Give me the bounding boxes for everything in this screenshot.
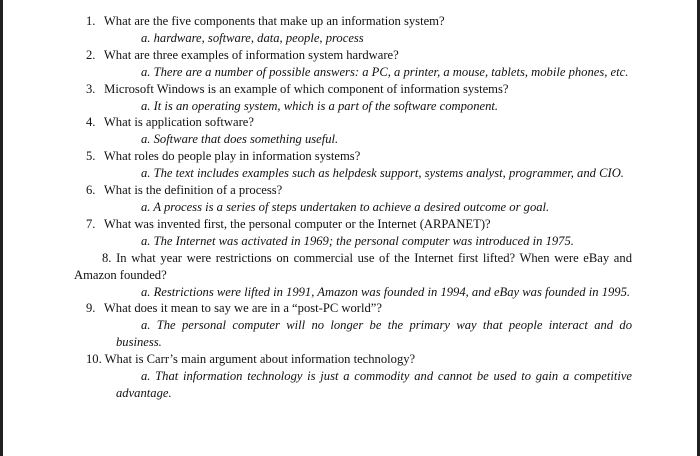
answer-8: a. Restrictions were lifted in 1991, Amazon was founded in 1994, and eBay was founded in 1995. [141, 284, 631, 299]
question-text: What are three examples of information system hardware? [103, 47, 399, 62]
question-text: What are the five components that make up an information system? [103, 14, 445, 28]
answer-3: a. It is an operating system, which is a part of the software component. [141, 98, 499, 113]
qa-item-1 [0, 13, 700, 47]
qa-item-2 [0, 47, 700, 81]
question-8 [0, 250, 700, 284]
qa-item-6 [0, 182, 700, 216]
question-text: What is application software? [103, 115, 254, 130]
answer-10: a. That information technology is just a commodity and cannot be used to gain a competitive advantage. [116, 369, 632, 400]
question-4: 4. What is application software? [86, 115, 254, 130]
question-2: 2. What are three examples of information system hardware? [86, 47, 399, 62]
question-10 [0, 351, 700, 368]
qa-item-10 [0, 351, 700, 402]
qa-item-3 [0, 81, 700, 115]
question-text: What roles do people play in information systems? [103, 149, 361, 164]
answer-1: a. hardware, software, data, people, process [141, 30, 364, 45]
answer-7: a. The Internet was activated in 1969; the personal computer was introduced in 1975. [141, 233, 574, 248]
answer-5: a. The text includes examples such as helpdesk support, systems analyst, programmer, and CIO. [141, 166, 624, 181]
question-9: 9. What does it mean to say we are in a “post-PC world”? [86, 301, 382, 316]
question-text: Microsoft Windows is an example of which component of information systems? [104, 81, 509, 96]
question-text: What does it mean to say we are in a “post-PC world”? [103, 301, 382, 316]
answer-6: a. A process is a series of steps undertaken to achieve a desired outcome or goal. [141, 199, 550, 214]
question-number: 10. [86, 352, 102, 367]
question-list [0, 13, 700, 402]
question-number: 8. [102, 250, 112, 265]
qa-item-8 [0, 250, 700, 301]
question-1: 1. What are the five components that make up an information system? [86, 14, 445, 28]
question-6: 6. What is the definition of a process? [86, 183, 283, 198]
question-text: What was invented first, the personal computer or the Internet (ARPANET)? [103, 216, 491, 231]
qa-item-5 [0, 148, 700, 182]
question-5: 5. What roles do people play in information systems? [86, 149, 361, 164]
qa-item-4 [0, 114, 700, 148]
qa-item-7 [0, 216, 700, 250]
answer-4: a. Software that does something useful. [141, 132, 339, 147]
question-text: What is Carr’s main argument about information technology? [104, 352, 416, 367]
question-3: 3. Microsoft Windows is an example of which component of information systems? [86, 81, 509, 96]
qa-item-9 [0, 300, 700, 351]
answer-2: a. There are a number of possible answers: a PC, a printer, a mouse, tablets, mobile phones, etc. [141, 64, 629, 79]
question-text: What is the definition of a process? [103, 183, 283, 198]
question-7: 7. What was invented first, the personal computer or the Internet (ARPANET)? [86, 216, 491, 231]
question-text: In what year were restrictions on commercial use of the Internet first lifted? When were eBay and Amazon founded? [74, 250, 632, 282]
answer-9: a. The personal computer will no longer be the primary way that people interact and do business. [116, 318, 632, 350]
